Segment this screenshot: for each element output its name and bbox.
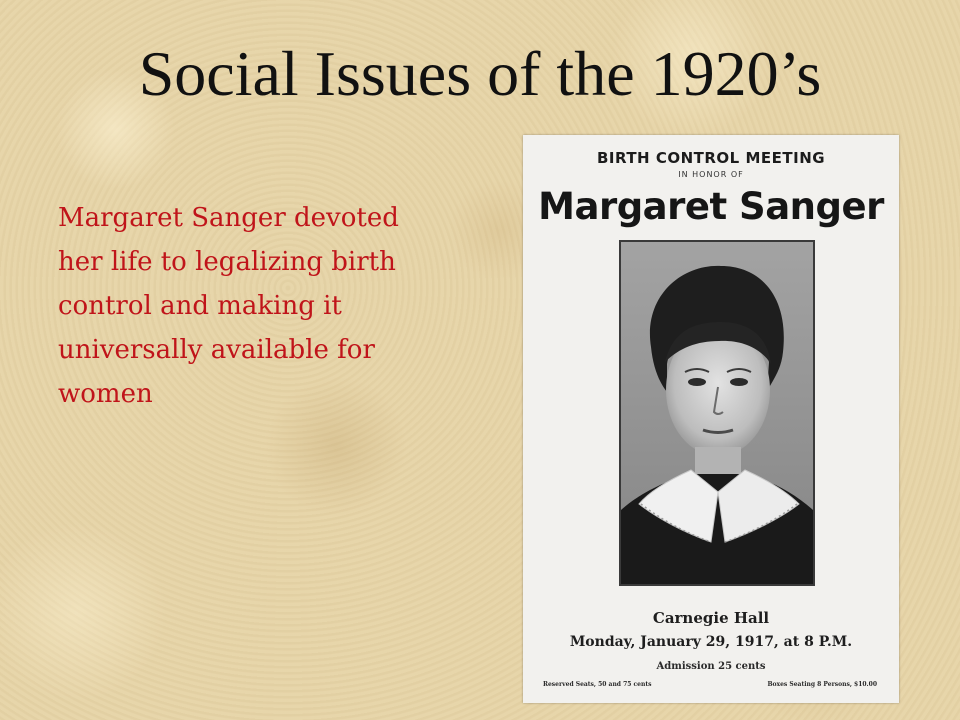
poster-subheading: IN HONOR OF [678, 170, 744, 179]
poster-heading: BIRTH CONTROL MEETING [596, 149, 826, 167]
slide-title: Social Issues of the 1920’s [138, 38, 822, 109]
poster-admission: Admission 25 cents [656, 661, 766, 672]
poster-venue: Carnegie Hall [652, 609, 770, 627]
poster-name: Margaret Sanger [538, 185, 884, 228]
poster-reserved-seats: Reserved Seats, 50 and 75 cents [543, 681, 652, 688]
birth-control-meeting-poster [523, 135, 899, 703]
poster-box-seating: Boxes Seating 8 Persons, $10.00 [767, 681, 877, 688]
portrait-photo [619, 240, 815, 586]
woman-portrait-icon [621, 242, 813, 584]
slide-body-text: Margaret Sanger devoted her life to legalizing birth control and making it universally available for women [58, 203, 399, 409]
poster-date: Monday, January 29, 1917, at 8 P.M. [569, 634, 853, 650]
